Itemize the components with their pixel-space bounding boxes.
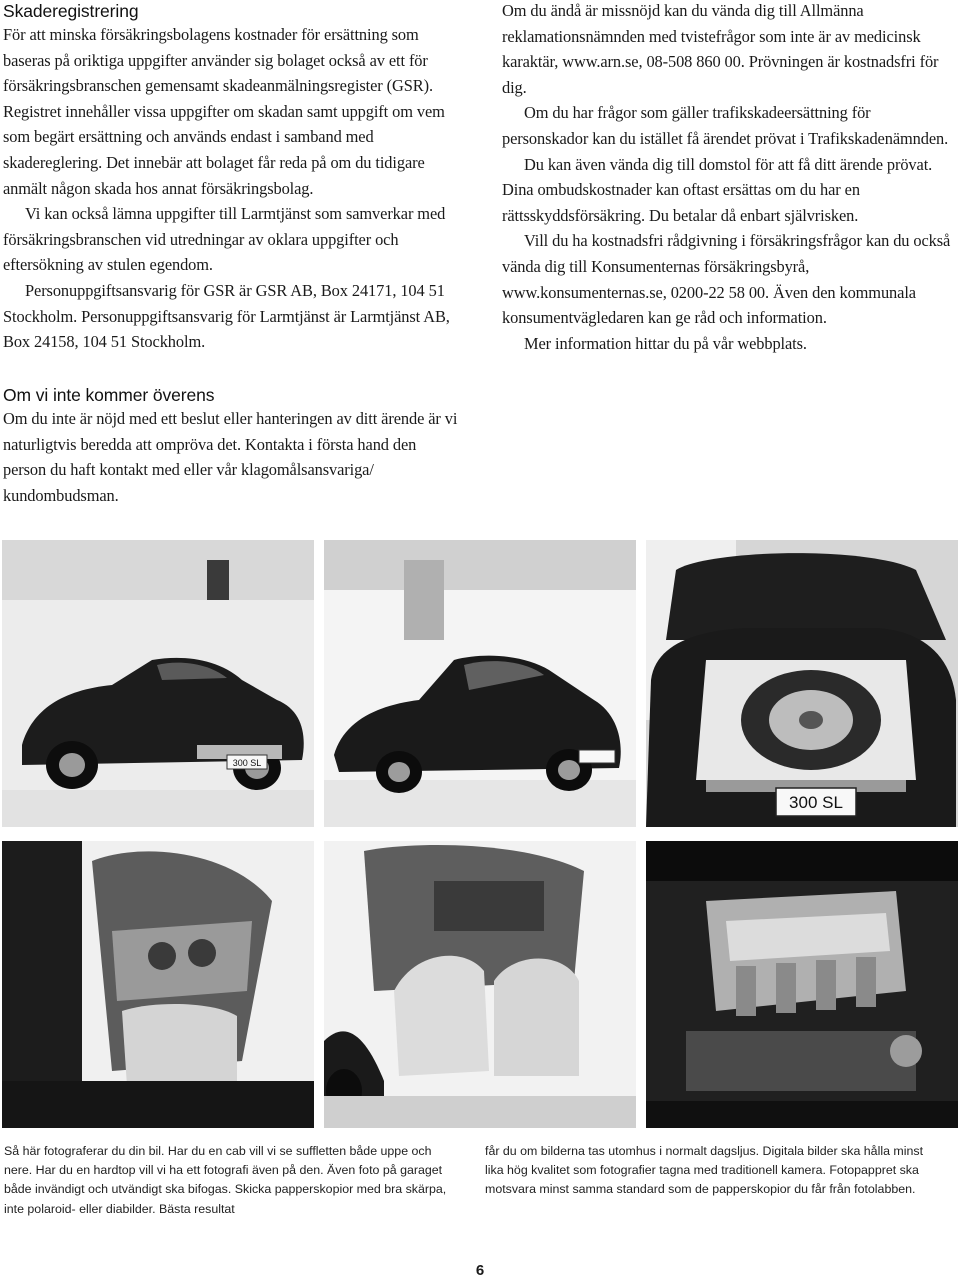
paragraph: Om du ändå är missnöjd kan du vända dig till Allmänna reklamationsnämnden med tvistefrågor som inte är av medicinsk karaktär, www.arn.se, 08-508 860 00. Prövningen är kostnadsfri för dig. — [502, 1, 939, 97]
paragraph: Om du har frågor som gäller trafikskadeersättning för personskador kan du istället få ärendet prövat i Trafikskadenämnden. — [502, 103, 949, 148]
caption-text: Så här fotograferar du din bil. Har du en cab vill vi se suffletten både uppe och nere. Har du en hardtop vill vi ha ett fotografi även på den. Även foto på garaget både invändigt och utvändigt ska bifogas. Skicka papperskopior med bra skärpa, inte polaroid- eller diabilder. Bästa resultat — [4, 1144, 447, 1216]
car-engine-photo — [646, 841, 958, 1128]
car-trunk-photo — [646, 540, 958, 827]
car-front-photo — [2, 540, 314, 827]
car-interior-seats-photo — [324, 841, 636, 1128]
section-skaderegistrering — [3, 0, 463, 355]
section-heading: Skaderegistrering — [3, 1, 139, 21]
car-interior-dashboard-photo — [2, 841, 314, 1128]
photo-caption-left — [4, 1142, 458, 1219]
section-complaints-continued — [502, 0, 958, 356]
paragraph: Du kan även vända dig till domstol för att få ditt ärende prövat. Dina ombudskostnader kan oftast ersättas om du har en rättsskyddsförsäkring. Du betalar då enbart självrisken. — [502, 154, 933, 225]
paragraph: Vi kan också lämna uppgifter till Larmtjänst som samverkar med försäkringsbranschen vid utredningar av oklara uppgifter och eftersökning av stulen egendom. — [3, 204, 446, 275]
car-side-photo — [324, 540, 636, 827]
paragraph: Om du inte är nöjd med ett beslut eller hanteringen av ditt ärende är vi naturligtvis beredda att ompröva det. Kontakta i första hand den person du haft kontakt med eller vår klagomålsansvariga/ kundombudsman. — [3, 409, 458, 505]
section-om-vi-inte-kommer-overens — [3, 384, 463, 508]
caption-text: får du om bilderna tas utomhus i normalt dagsljus. Digitala bilder ska hålla minst lika hög kvalitet som fotografier tagna med traditionell kamera. Fotopappret ska motsvara minst samma standard som de papperskopior du får från fotolabben. — [485, 1144, 924, 1197]
paragraph: För att minska försäkringsbolagens kostnader för ersättning som baseras på oriktiga uppgifter använder sig bolaget också av ett för försäkringsbranschen gemensamt skadeanmälningsregister (GSR). Registret innehåller vissa uppgifter om skadan samt uppgift om vem som begärt ersättning och används endast i samband med skadereglering. Det innebär att bolaget får reda på om du tidigare anmält någon skada hos annat försäkringsbolag. — [3, 25, 445, 198]
paragraph: Personuppgiftsansvarig för GSR är GSR AB, Box 24171, 104 51 Stockholm. Personuppgiftsansvarig för Larmtjänst är Larmtjänst AB, Box 24158, 104 51 Stockholm. — [3, 280, 450, 352]
section-heading: Om vi inte kommer överens — [3, 385, 215, 405]
page-number: 6 — [475, 1262, 485, 1279]
paragraph: Vill du ha kostnadsfri rådgivning i försäkringsfrågor kan du också vända dig till Konsumenternas försäkringsbyrå, www.konsumenternas.se, 0200-22 58 00. Även den kommunala konsumentvägledaren kan ge råd och information. — [502, 231, 951, 328]
license-plate-text: 300 SL — [232, 758, 262, 768]
license-plate-text: 300 SL — [789, 793, 843, 812]
paragraph: Mer information hittar du på vår webbplats. — [524, 333, 807, 353]
photo-caption-right — [485, 1142, 943, 1200]
